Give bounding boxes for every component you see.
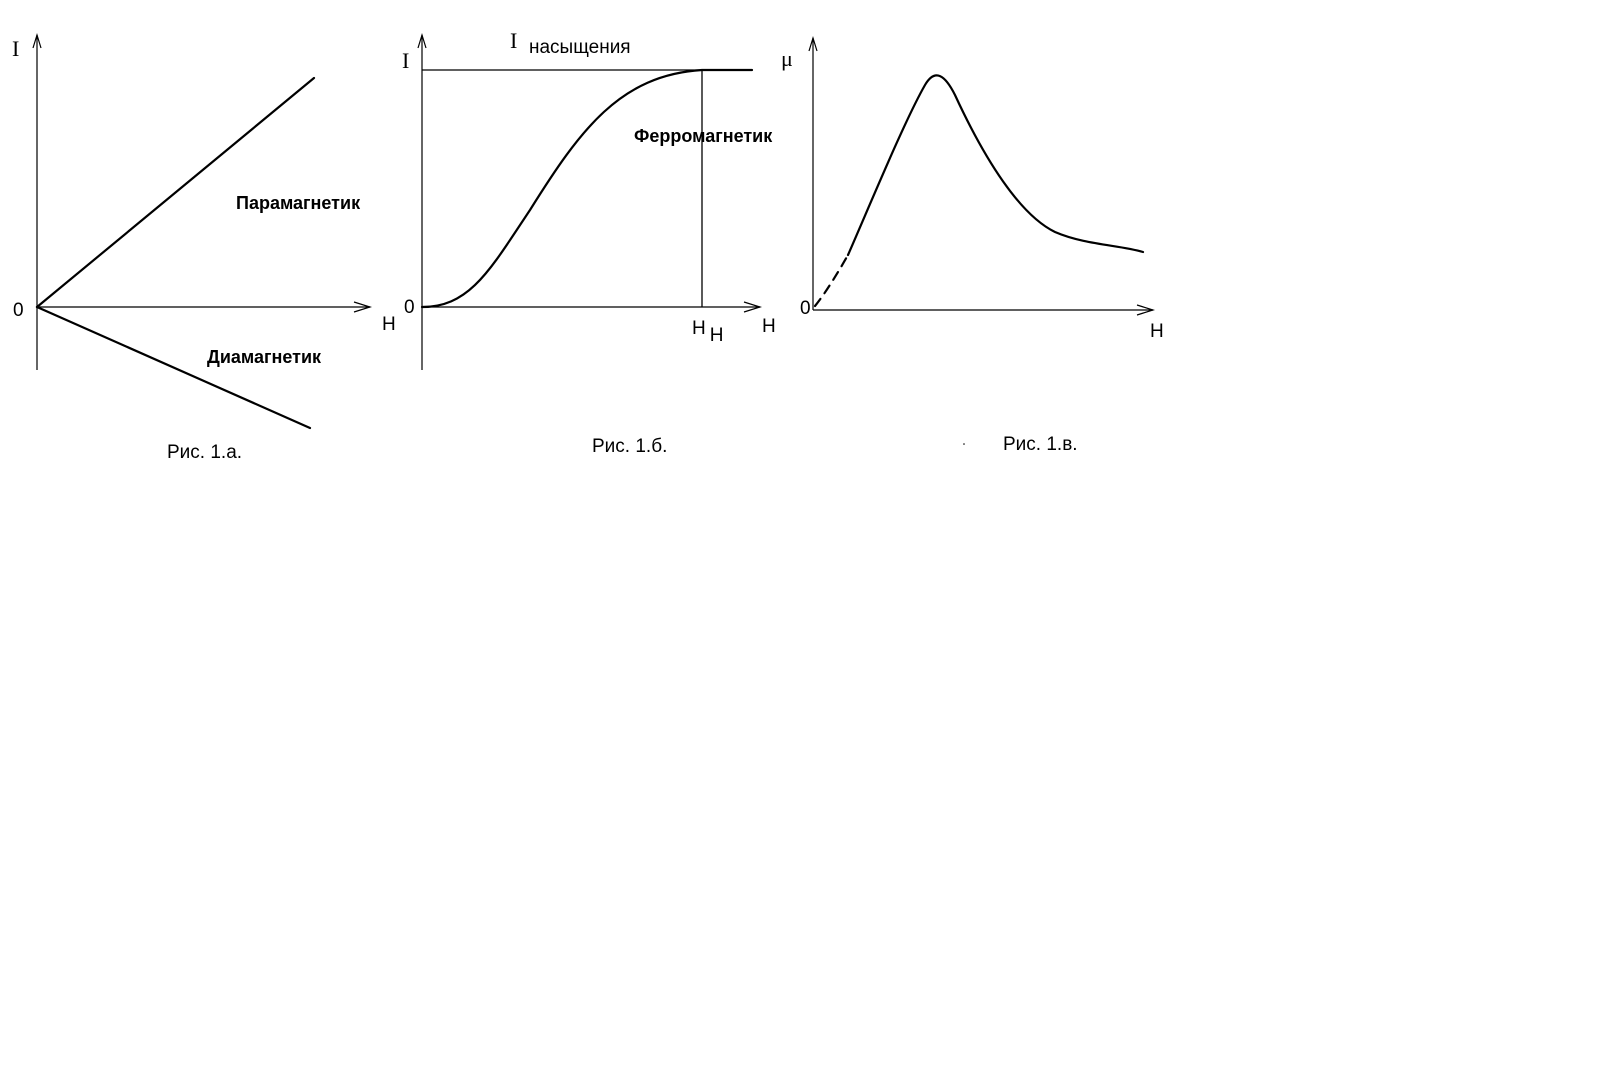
fig-b-origin-label: 0 [404,297,415,318]
figure-a [12,35,396,463]
saturation-field-label [692,318,723,346]
figure-c [781,38,1164,455]
saturation-field-main: H [692,318,706,339]
ferromagnet-label: Ферромагнетик [634,126,773,146]
saturation-field-sub: Н [709,325,724,346]
diamagnet-line [37,307,310,428]
fig-c-caption: Рис. 1.в. [1003,434,1078,455]
stray-dot [963,443,965,445]
permeability-curve [848,75,1143,255]
permeability-curve-dashed [815,255,848,306]
fig-b-caption: Рис. 1.б. [592,436,668,457]
paramagnet-label: Парамагнетик [236,193,361,213]
fig-c-origin-label: 0 [800,298,811,319]
fig-a-x-axis-label: H [382,314,396,335]
fig-b-y-axis-label: I [402,48,410,73]
saturation-subscript: насыщения [529,37,631,58]
fig-c-x-axis-label: H [1150,321,1164,342]
fig-c-y-axis-label: μ [781,46,793,71]
figure-b [402,28,776,457]
diamagnet-label: Диамагнетик [207,347,322,367]
fig-a-origin-label: 0 [13,300,24,321]
saturation-symbol: I [510,28,518,53]
fig-a-y-axis-label: I [12,36,20,61]
fig-a-caption: Рис. 1.а. [167,442,243,463]
fig-b-x-axis-label: H [762,316,776,337]
